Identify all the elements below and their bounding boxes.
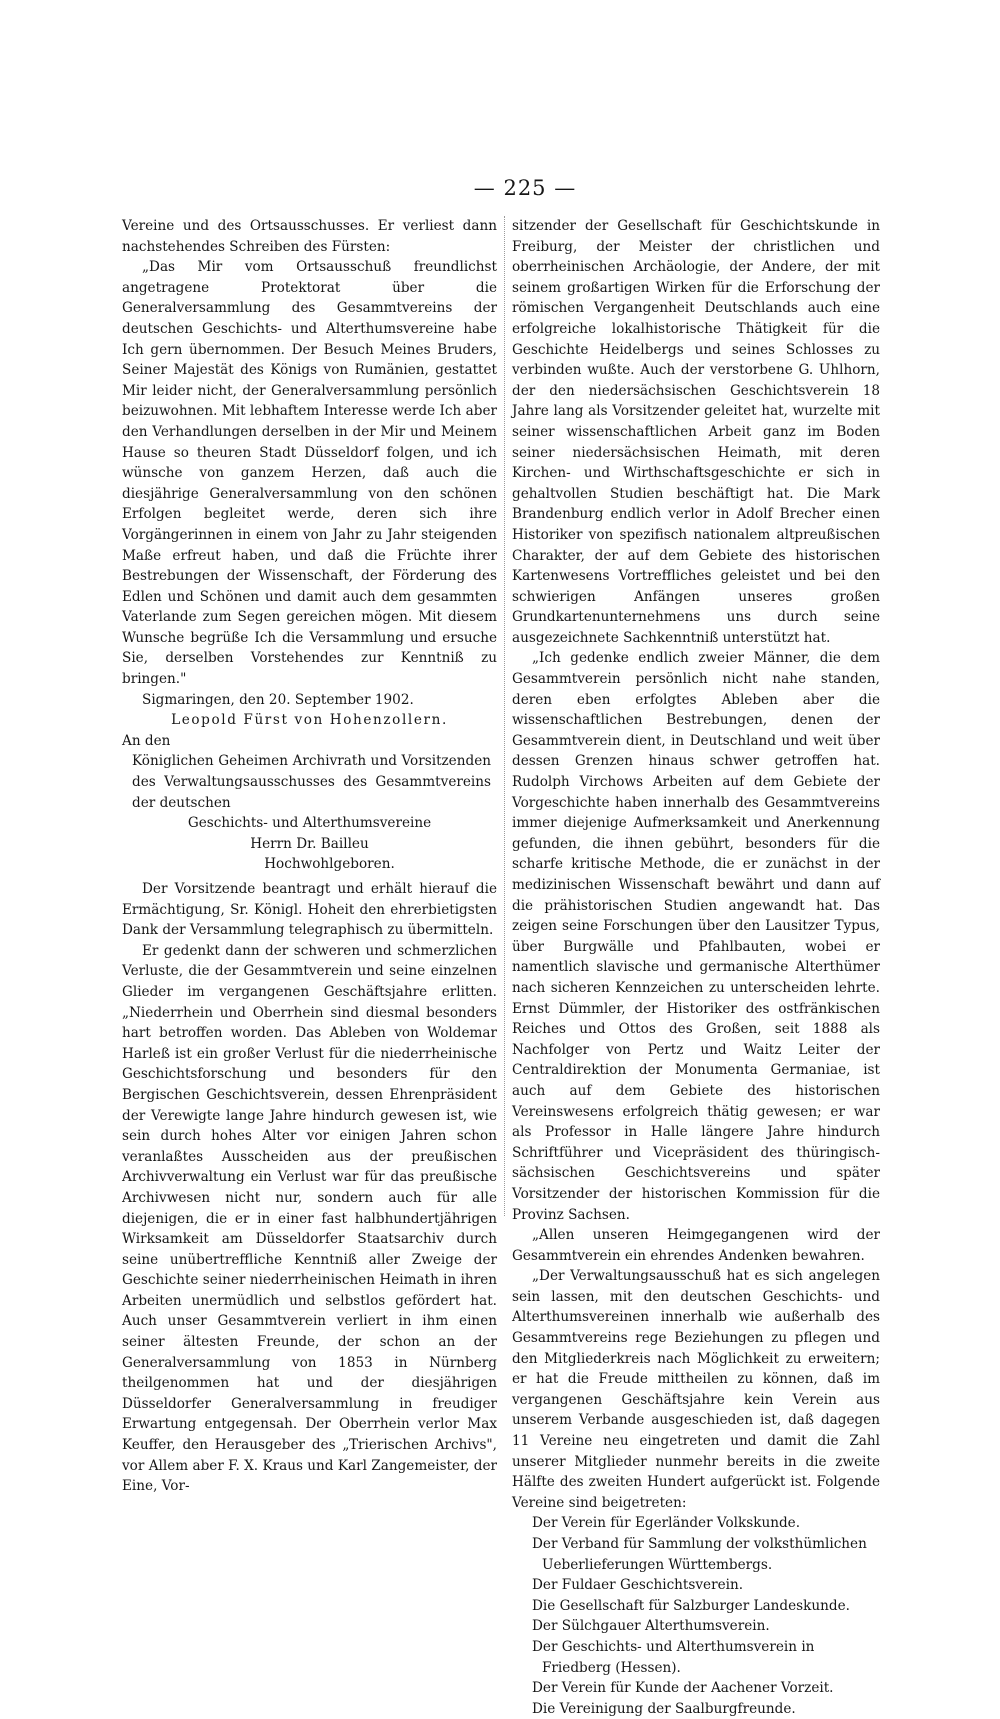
two-men-paragraph: „Ich gedenke endlich zweier Männer, die dem Gesammtverein persönlich nicht nahe standen, deren eben erfolgtes Ableben aber die wissenschaftlichen Bestrebungen, denen der Gesammtverein dient, in Deutschland und weit über dessen Grenzen hinaus schwer getroffen hat. Rudolph Virchows Arbeiten auf dem Gebiete der Vorgeschichte haben innerhalb des Gesammtvereins immer diejenige Aufmerksamkeit und Anerkennung gefunden, die ihnen gebührt, besonders für die scharfe kritische Methode, die er zunächst in der medizinischen Wissenschaft bewährt und dann auf die prähistorischen Studien angewandt hat. Das zeigen seine Forschungen über den Lausitzer Typus, über Burgwälle und Pfahlbauten, wobei er namentlich slavische und germanische Alterthümer nach sicheren Kennzeichen zu unterscheiden lehrte. Ernst Dümmler, der Historiker des ostfränkischen Reiches und Ottos des Großen, seit 1888 als Nachfolger von Pertz und Waitz Leiter der Centraldirektion der Monumenta Germaniae, ist auch auf dem Gebiete des historischen Vereinswesens erfolgreich thätig gewesen; er war als Professor in Halle längere Jahre hindurch Schriftführer und Vicepräsident des thüringisch-sächsischen Geschichtsvereins und später Vorsitzender der historischen Kommission für die Provinz Sachsen. — [512, 650, 880, 1223]
page-number: — 225 — — [473, 176, 577, 200]
chair-paragraph: Der Vorsitzende beantragt und erhält hierauf die Ermächtigung, Sr. Königl. Hoheit den ehrerbietigsten Dank der Versammlung telegraphisch zu übermitteln. — [122, 881, 497, 939]
continued-paragraph: sitzender der Gesellschaft für Geschichtskunde in Freiburg, der Meister der christlichen und oberrheinischen Archäologie, der Andere, der mit seinem großartigen Wirken für die Erforschung der römischen Vergangenheit Deutschlands auch eine erfolgreiche lokalhistorische Thätigkeit für die Geschichte Heidelbergs und seines Schlosses zu verbinden wußte. Auch der verstorbene G. Uhlhorn, der den niedersächsischen Geschichtsverein 18 Jahre lang als Vorsitzender geleitet hat, wurzelte mit seiner wissenschaftlichen Arbeit ganz im Boden seiner niedersächsischen Heimath, mit deren Kirchen- und Wirthschaftsgeschichte er sich in gehaltvollen Studien beschäftigt hat. Die Mark Brandenburg endlich verlor in Adolf Brecher einen Historiker von spezifisch nationalem altpreußischen Charakter, der auf dem Gebiete des historischen Kartenwesens Vortreffliches geleistet und bei den schwierigen Anfängen unseres großen Grundkartenunternehmens uns durch seine ausgezeichnete Sachkenntniß unterstützt hat. — [512, 218, 880, 646]
address-line: Königlichen Geheimen Archivrath und Vorsitzenden des Verwaltungsausschusses des Gesammtvereins der deutschen — [132, 753, 491, 811]
list-item: Der Verein für Kunde der Aachener Vorzeit. — [532, 1680, 834, 1697]
list-item: Die Vereinigung der Saalburgfreunde. — [532, 1700, 796, 1717]
left-column — [122, 216, 497, 1497]
list-item: Der Geschichts- und Alterthumsverein in Friedberg (Hessen). — [532, 1638, 815, 1676]
address-to: An den — [122, 732, 171, 749]
right-column — [512, 216, 880, 1719]
list-item: Der Sülchgauer Alterthumsverein. — [532, 1618, 770, 1635]
memorial-paragraph: Er gedenkt dann der schweren und schmerzlichen Verluste, die der Gesammtverein und seine einzelnen Glieder im vergangenen Geschäftsjahre erlitten. „Niederrhein und Oberrhein sind diesmal besonders hart betroffen worden. Das Ableben von Woldemar Harleß ist ein großer Verlust für die niederrheinische Geschichtsforschung und besonders für den Bergischen Geschichtsverein, dessen Ehrenpräsident der Verewigte lange Jahre hindurch gewesen ist, wie sein durch hohes Alter vor einigen Jahren schon veranlaßtes Ausscheiden aus der preußischen Archivverwaltung ein Verlust war für das preußische Archivwesen nicht nur, sondern auch für alle diejenigen, die er in einer fast halbhundertjährigen Wirksamkeit am Düsseldorfer Staatsarchiv durch seine unübertreffliche Kenntniß aller Zweige der Geschichte seiner niederrheinischen Heimath in ihren Arbeiten unermüdlich und selbstlos gefördert hat. Auch unser Gesammtverein verliert in ihm einen seiner ältesten Freunde, der schon an der Generalversammlung von 1853 in Nürnberg theilgenommen hat und der diesjährigen Düsseldorfer Generalversammlung in freudiger Erwartung entgegensah. Der Oberrhein verlor Max Keuffer, den Herausgeber des „Trierischen Archivs", vor Allem aber F. X. Kraus und Karl Zangemeister, der Eine, Vor- — [122, 942, 497, 1495]
list-item: Der Verband für Sammlung der volksthümlichen Ueberlieferungen Württembergs. — [532, 1536, 867, 1573]
honor-paragraph: „Allen unseren Heimgegangenen wird der Gesammtverein ein ehrendes Andenken bewahren. — [512, 1227, 880, 1264]
list-item: Die Gesellschaft für Salzburger Landeskunde. — [532, 1597, 850, 1614]
committee-paragraph: „Der Verwaltungsausschuß hat es sich angelegen sein lassen, mit den deutschen Geschichts- und Alterthumsvereinen innerhalb wie außerhalb des Gesammtvereins rege Beziehungen zu pflegen und den Mitgliederkreis nach Möglichkeit zu erweitern; er hat die Freude mittheilen zu können, daß im vergangenen Geschäftsjahre kein Verein aus unserem Verbande ausgeschieden ist, daß dagegen 11 Vereine neu eingetreten und damit die Zahl unserer Mitglieder nunmehr bereits in die zweite Hälfte des zweiten Hundert aufgerückt ist. Folgende Vereine sind beigetreten: — [512, 1268, 880, 1511]
member-list — [512, 1513, 880, 1719]
address-title: Hochwohlgeboren. — [264, 856, 395, 873]
address-line-2: Geschichts- und Alterthumsvereine — [187, 815, 432, 832]
column-divider — [504, 216, 505, 1216]
letter-text: „Das Mir vom Ortsausschuß freundlichst angetragene Protektorat über die Generalversammlung des Gesammtvereins der deutschen Geschichts- und Alterthumsvereine habe Ich gern übernommen. Der Besuch Meines Bruders, Seiner Majestät des Königs von Rumänien, gestattet Mir leider nicht, der Generalversammlung persönlich beizuwohnen. Mit lebhaftem Interesse werde Ich aber den Verhandlungen derselben in der Mir und Meinem Hause so theuren Stadt Düsseldorf folgen, und ich wünsche von ganzem Herzen, daß auch die diesjährige Generalversammlung von den schönen Erfolgen begleitet werde, deren sich ihre Vorgängerinnen in einem von Jahr zu Jahr steigenden Maße erfreut haben, und daß die Früchte ihrer Bestrebungen der Wissenschaft, der Förderung des Edlen und Schönen und damit auch dem gesammten Vaterlande zum Segen gereichen mögen. Mit diesem Wunsche begrüße Ich die Versammlung und ersuche Sie, derselben Vorstehendes zur Kenntniß zu bringen." — [122, 259, 497, 688]
list-item: Der Fuldaer Geschichtsverein. — [532, 1577, 744, 1594]
place-date: Sigmaringen, den 20. September 1902. — [142, 691, 414, 708]
signature: Leopold Fürst von Hohenzollern. — [171, 712, 448, 729]
intro-paragraph: Vereine und des Ortsausschusses. Er verliest dann nachstehendes Schreiben des Fürsten: — [122, 218, 497, 255]
address-name: Herrn Dr. Bailleu — [250, 835, 369, 852]
list-item: Der Verein für Egerländer Volkskunde. — [532, 1515, 801, 1532]
